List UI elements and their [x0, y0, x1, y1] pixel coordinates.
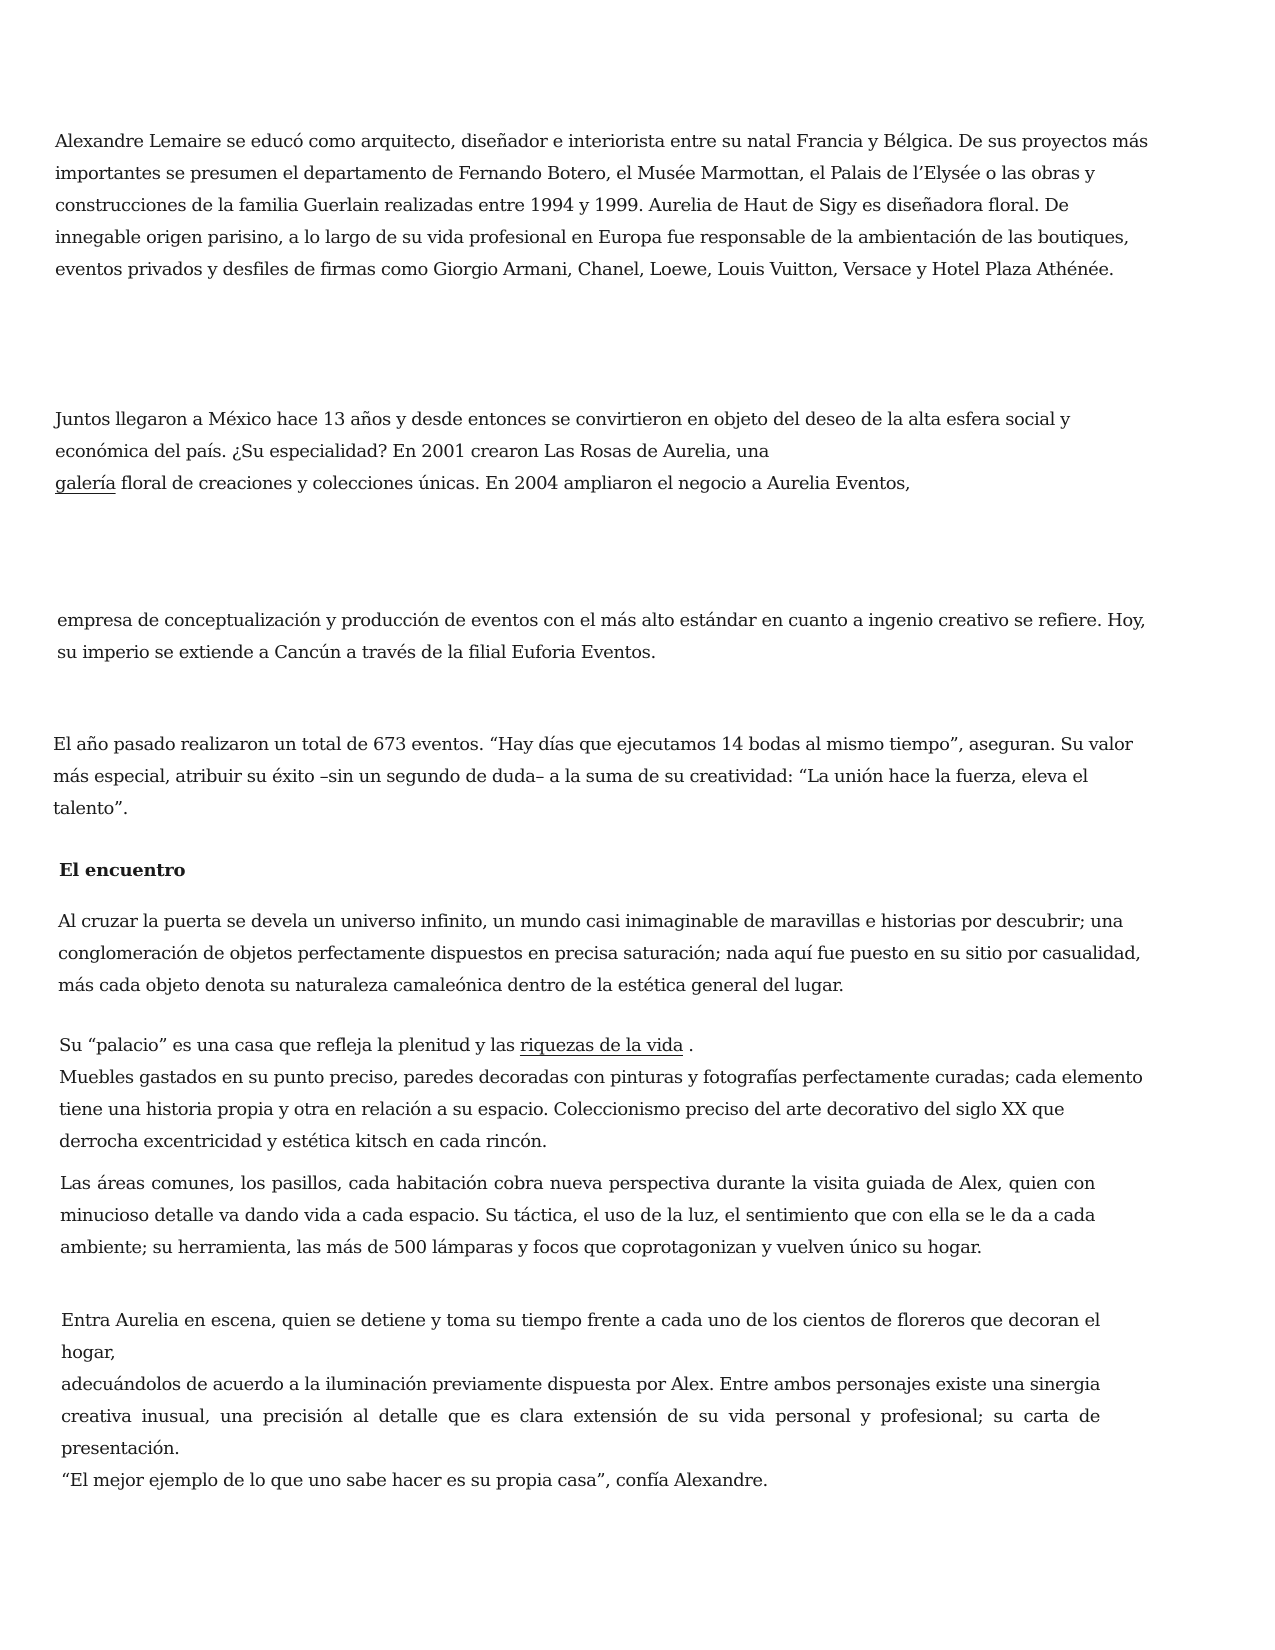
text-line: económica del país. ¿Su especialidad? En 2001 crearon Las Rosas de Aurelia, una [55, 441, 769, 462]
text-fragment: . [683, 1035, 694, 1056]
text-line: tiene una historia propia y otra en relación a su espacio. Coleccionismo preciso del arte decorativo del siglo XX que [59, 1099, 1065, 1120]
text-line [59, 1030, 1159, 1062]
text-line: conglomeración de objetos perfectamente dispuestos en precisa saturación; nada aquí fue puesto en su sitio por casualidad, [58, 943, 1141, 964]
paragraph-areas-comunes [60, 1168, 1095, 1264]
text-line: Juntos llegaron a México hace 13 años y desde entonces se convirtieron en objeto del deseo de la alta esfera social y [55, 409, 1070, 430]
galeria-link[interactable]: galería [55, 473, 116, 494]
text-fragment: Su “palacio” es una casa que refleja la plenitud y las [59, 1035, 520, 1056]
text-line: empresa de conceptualización y producción de eventos con el más alto estándar en cuanto a ingenio creativo se refiere. Hoy, [57, 610, 1146, 631]
text-line: ambiente; su herramienta, las más de 500 lámparas y focos que coprotagonizan y vuelven único su hogar. [60, 1237, 982, 1258]
text-line: eventos privados y desfiles de firmas como Giorgio Armani, Chanel, Loewe, Louis Vuitton, Versace y Hotel Plaza Athénée. [55, 259, 1114, 280]
text-line: derrocha excentricidad y estética kitsch en cada rincón. [59, 1131, 547, 1152]
text-fragment: floral de creaciones y colecciones únicas. En 2004 ampliaron el negocio a Aurelia Eventos, [115, 473, 911, 494]
text-line [55, 468, 1155, 500]
text-line: construcciones de la familia Guerlain realizadas entre 1994 y 1999. Aurelia de Haut de Sigy es diseñadora floral. De [55, 195, 1069, 216]
text-line: “El mejor ejemplo de lo que uno sabe hacer es su propia casa”, confía Alexandre. [61, 1470, 768, 1491]
text-line: El año pasado realizaron un total de 673 eventos. “Hay días que ejecutamos 14 bodas al mismo tiempo”, aseguran. Su valor [53, 734, 1133, 755]
text-line: minucioso detalle va dando vida a cada espacio. Su táctica, el uso de la luz, el sentimiento que con ella se le da a cada [60, 1205, 1095, 1226]
text-line: innegable origen parisino, a lo largo de su vida profesional en Europa fue responsable de la ambientación de las boutiques, [55, 227, 1129, 248]
paragraph-eventos [53, 729, 1153, 825]
paragraph-lemaire-bio [55, 126, 1155, 286]
text-line: Alexandre Lemaire se educó como arquitecto, diseñador e interiorista entre su natal Francia y Bélgica. De sus proyectos más [55, 131, 1148, 152]
paragraph-mexico-arrival [55, 404, 1155, 500]
section-heading: El encuentro [59, 860, 186, 881]
paragraph-universo [58, 906, 1158, 1002]
text-line: adecuándolos de acuerdo a la iluminación previamente dispuesta por Alex. Entre ambos personajes existe una sinergia [61, 1374, 1100, 1395]
text-line: talento”. [53, 798, 128, 819]
text-line: más especial, atribuir su éxito –sin un segundo de duda– a la suma de su creatividad: “La unión hace la fuerza, eleva el [53, 766, 1088, 787]
paragraph-aurelia-escena [61, 1305, 1100, 1497]
text-line: Muebles gastados en su punto preciso, paredes decoradas con pinturas y fotografías perfectamente curadas; cada elemento [59, 1067, 1143, 1088]
text-line: más cada objeto denota su naturaleza camaleónica dentro de la estética general del lugar. [58, 975, 844, 996]
paragraph-palacio [59, 1030, 1159, 1158]
text-line: Entra Aurelia en escena, quien se detiene y toma su tiempo frente a cada uno de los cientos de floreros que decoran el hogar, [61, 1310, 1100, 1363]
paragraph-empresa [57, 605, 1157, 669]
text-line: importantes se presumen el departamento de Fernando Botero, el Musée Marmottan, el Palais de l’Elysée o las obras y [55, 163, 1095, 184]
text-line: su imperio se extiende a Cancún a través de la filial Euforia Eventos. [57, 642, 656, 663]
text-line: Al cruzar la puerta se devela un universo infinito, un mundo casi inimaginable de maravillas e historias por descubrir; una [58, 911, 1123, 932]
text-line: creativa inusual, una precisión al detalle que es clara extensión de su vida personal y profesional; su carta de presentación. [61, 1406, 1100, 1459]
text-line: Las áreas comunes, los pasillos, cada habitación cobra nueva perspectiva durante la visita guiada de Alex, quien con [60, 1173, 1095, 1194]
riquezas-link[interactable]: riquezas de la vida [519, 1035, 683, 1056]
